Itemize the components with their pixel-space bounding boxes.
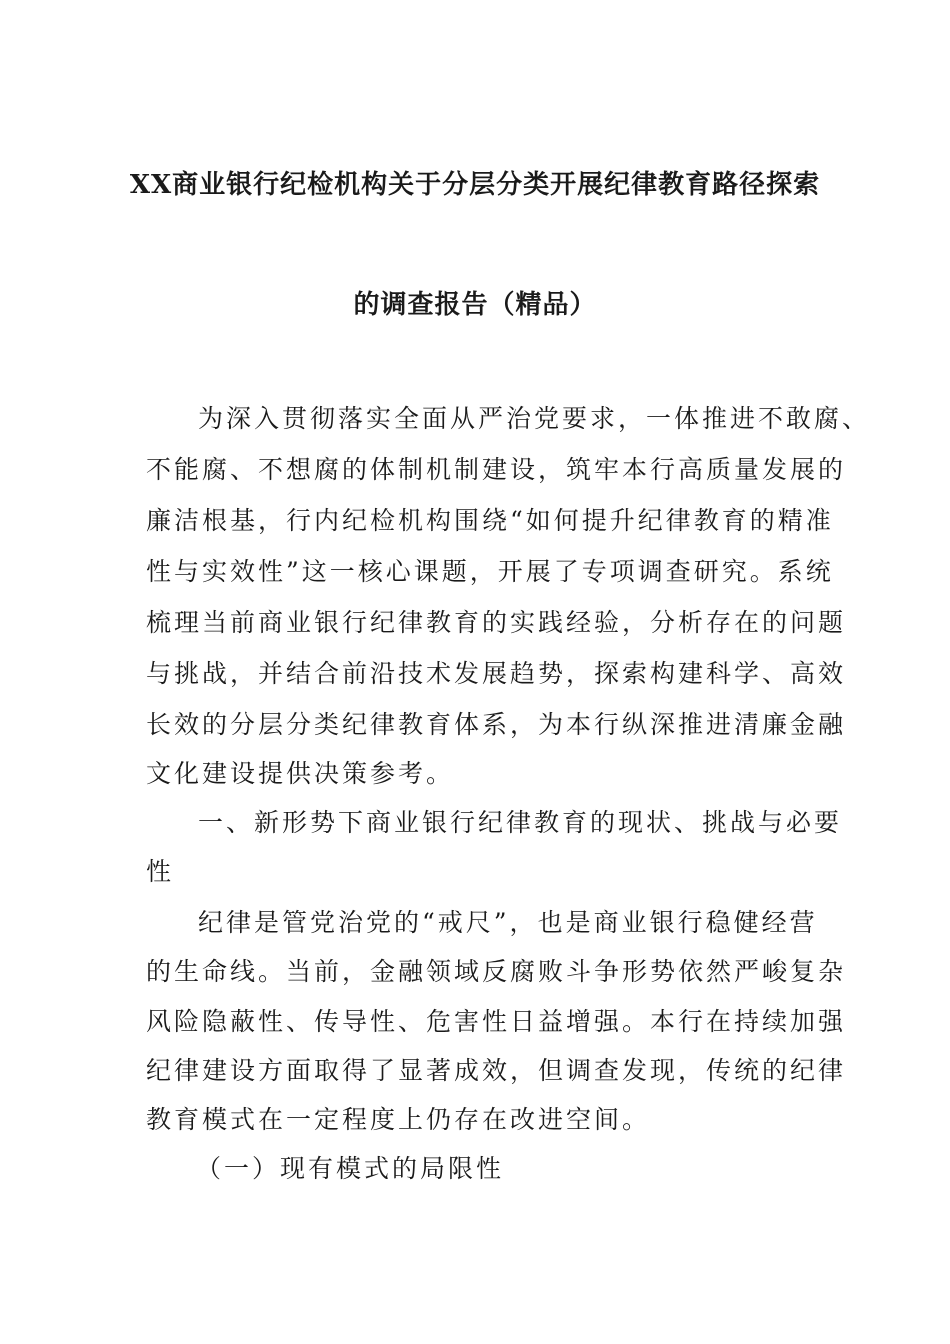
paragraph-1-line-5: 梳理当前商业银行纪律教育的实践经验，分析存在的问题 <box>146 608 847 637</box>
paragraph-2-line-5: 教育模式在一定程度上仍存在改进空间。 <box>146 1105 651 1134</box>
paragraph-2-line-1: 纪律是管党治党的“戒尺”，也是商业银行稳健经营 <box>198 908 818 937</box>
paragraph-1-line-1: 为深入贯彻落实全面从严治党要求，一体推进不敢腐、 <box>198 404 871 433</box>
paragraph-1-line-3: 廉洁根基，行内纪检机构围绕“如何提升纪律教育的精准 <box>146 506 834 535</box>
section-heading-1-line-2: 性 <box>146 857 175 886</box>
subsection-heading-1: （一）现有模式的局限性 <box>196 1154 505 1183</box>
section-heading-1-line-1: 一、新形势下商业银行纪律教育的现状、挑战与必要 <box>198 808 843 837</box>
paragraph-1-line-2: 不能腐、不想腐的体制机制建设，筑牢本行高质量发展的 <box>146 455 847 484</box>
paragraph-1-line-7: 长效的分层分类纪律教育体系，为本行纵深推进清廉金融 <box>146 710 847 739</box>
paragraph-2-line-4: 纪律建设方面取得了显著成效，但调查发现，传统的纪律 <box>146 1056 847 1085</box>
paragraph-1-line-6: 与挑战，并结合前沿技术发展趋势，探索构建科学、高效 <box>146 659 847 688</box>
document-title-line-2: 的调查报告（精品） <box>353 290 597 320</box>
paragraph-2-line-3: 风险隐蔽性、传导性、危害性日益增强。本行在持续加强 <box>146 1007 847 1036</box>
paragraph-1-line-4: 性与实效性”这一核心课题，开展了专项调查研究。系统 <box>146 557 834 586</box>
document-title-line-1: XX商业银行纪检机构关于分层分类开展纪律教育路径探索 <box>129 170 821 200</box>
paragraph-2-line-2: 的生命线。当前，金融领域反腐败斗争形势依然严峻复杂 <box>146 957 847 986</box>
paragraph-1-line-8: 文化建设提供决策参考。 <box>146 759 455 788</box>
